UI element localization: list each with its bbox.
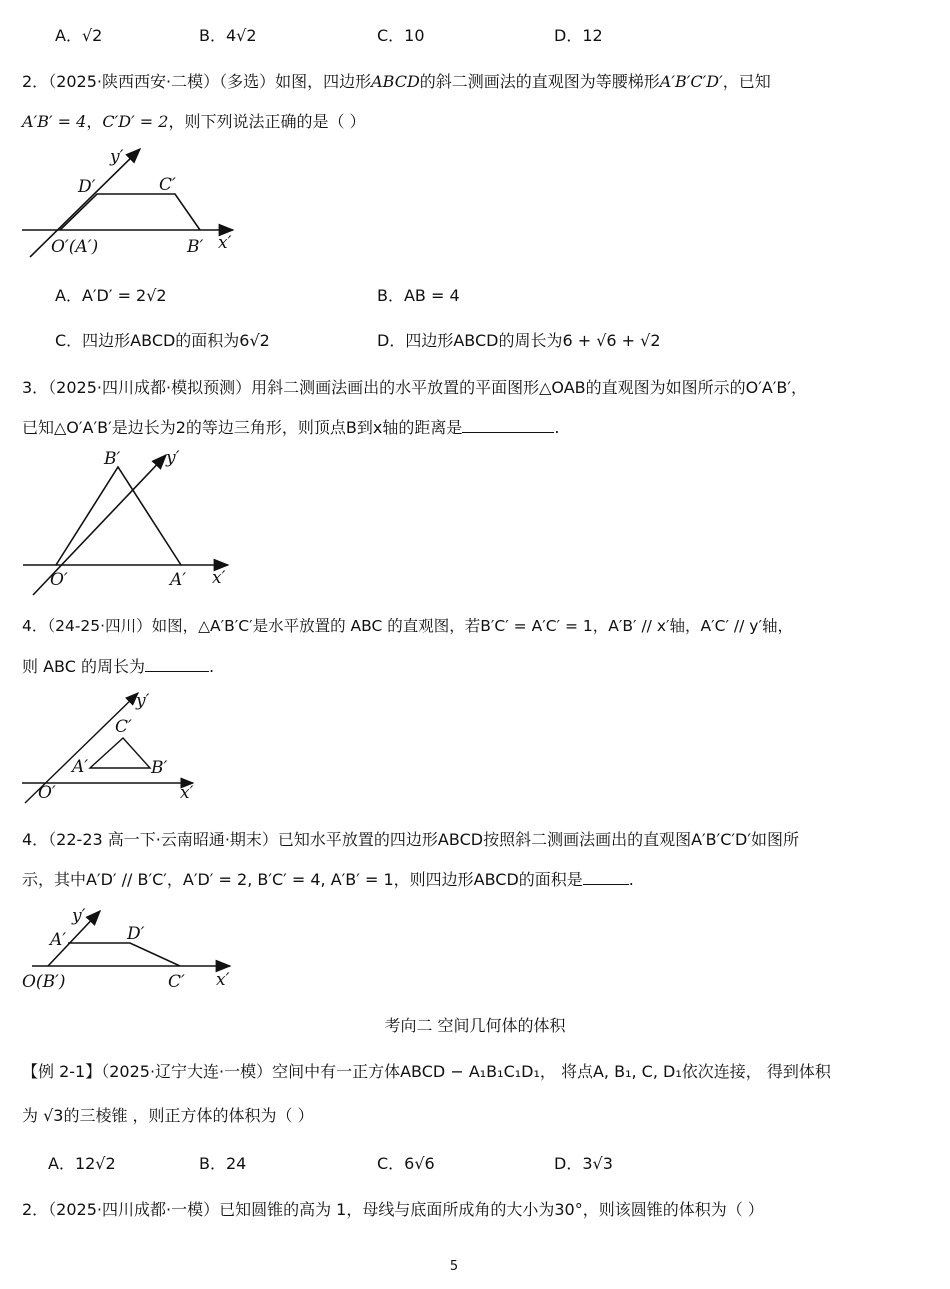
label-o: O′ xyxy=(50,570,68,590)
q4b-figure xyxy=(20,903,240,993)
q1-option-d: D．12 xyxy=(554,26,603,45)
q2-line1: 2．（2025·陕西西安·二模）（多选）如图，四边形ABCD的斜二测画法的直观图为等腰梯形A′B′C′D′，已知 xyxy=(22,72,771,91)
q4a-line1: 4．（24-25·四川）如图，△A′B′C′是水平放置的 ABC 的直观图，若B′C′ = A′C′ = 1，A′B′ // x′轴，A′C′ // y′轴， xyxy=(22,617,793,635)
q2-option-b: B．AB = 4 xyxy=(377,286,460,305)
q1-option-c: C．10 xyxy=(377,26,425,45)
ex21-line2: 为 √3的三棱锥 ，则正方体的体积为（ ） xyxy=(22,1106,314,1125)
label-y: y′ xyxy=(136,691,150,711)
label-c: C′ xyxy=(115,717,132,737)
label-b: B′ xyxy=(187,237,204,257)
label-y: y′ xyxy=(72,906,86,926)
label-c: C′ xyxy=(168,972,185,992)
label-b: B′ xyxy=(104,449,121,469)
label-a: A′ xyxy=(50,930,67,950)
answer-blank xyxy=(462,416,554,433)
page-number: 5 xyxy=(449,1259,459,1274)
label-c: C′ xyxy=(159,175,176,195)
q3-figure xyxy=(18,447,238,597)
q1-option-b: B．4√2 xyxy=(199,26,257,45)
label-a: A′ xyxy=(170,570,187,590)
q2-option-d: D．四边形ABCD的周长为6 + √6 + √2 xyxy=(377,331,661,350)
label-x: x′ xyxy=(216,970,230,990)
q3-line1: 3．（2025·四川成都·模拟预测）用斜二测画法画出的水平放置的平面图形△OAB的直观图为如图所示的O′A′B′， xyxy=(22,378,808,397)
label-o: O(B′) xyxy=(22,972,66,992)
q4a-line2: 则 ABC 的周长为 . xyxy=(22,657,215,676)
label-o: O′(A′) xyxy=(51,237,99,257)
label-o: O′ xyxy=(38,783,56,803)
trapezoid xyxy=(60,194,200,230)
section-title: 考向二 空间几何体的体积 xyxy=(384,1016,566,1035)
label-d: D′ xyxy=(127,924,145,944)
q2b-line1: 2．（2025·四川成都·一模）已知圆锥的高为 1，母线与底面所成角的大小为30°，则该圆锥的体积为（ ） xyxy=(22,1200,764,1219)
q2-line2: A′B′ = 4，C′D′ = 2，则下列说法正确的是（ ） xyxy=(22,112,366,131)
trapezoid-top xyxy=(68,943,180,966)
q3-line2: 已知△O′A′B′是边长为2的等边三角形，则顶点B到x轴的距离是 . xyxy=(22,418,560,437)
label-y: y′ xyxy=(166,448,180,468)
answer-blank xyxy=(145,655,209,672)
triangle xyxy=(90,738,150,768)
q4b-line2: 示，其中A′D′ // B′C′，A′D′ = 2, B′C′ = 4, A′B′ = 1，则四边形ABCD的面积是 . xyxy=(22,870,634,889)
label-x: x′ xyxy=(218,233,232,253)
q4a-figure xyxy=(20,688,200,806)
answer-blank xyxy=(583,868,629,885)
label-b: B′ xyxy=(151,758,168,778)
ex21-line1: 【例 2-1】（2025·辽宁大连·一模）空间中有一正方体ABCD − A₁B₁C₁D₁， 将点A, B₁, C, D₁依次连接， 得到体积 xyxy=(22,1062,831,1081)
label-x: x′ xyxy=(212,568,226,588)
q1-option-a: A．√2 xyxy=(55,26,103,45)
q2-figure xyxy=(15,142,245,262)
ex21-option-c: C．6√6 xyxy=(377,1154,435,1173)
q2-option-c: C．四边形ABCD的面积为6√2 xyxy=(55,331,270,350)
q4b-line1: 4．（22-23 高一下·云南昭通·期末）已知水平放置的四边形ABCD按照斜二测画法画出的直观图A′B′C′D′如图所 xyxy=(22,830,800,849)
label-a: A′ xyxy=(72,757,89,777)
ex21-option-d: D．3√3 xyxy=(554,1154,613,1173)
label-d: D′ xyxy=(78,177,96,197)
q2-option-a: A．A′D′ = 2√2 xyxy=(55,286,167,305)
label-y: y′ xyxy=(110,147,124,167)
label-x: x′ xyxy=(180,783,194,803)
ex21-option-b: B．24 xyxy=(199,1154,247,1173)
ex21-option-a: A．12√2 xyxy=(48,1154,116,1173)
